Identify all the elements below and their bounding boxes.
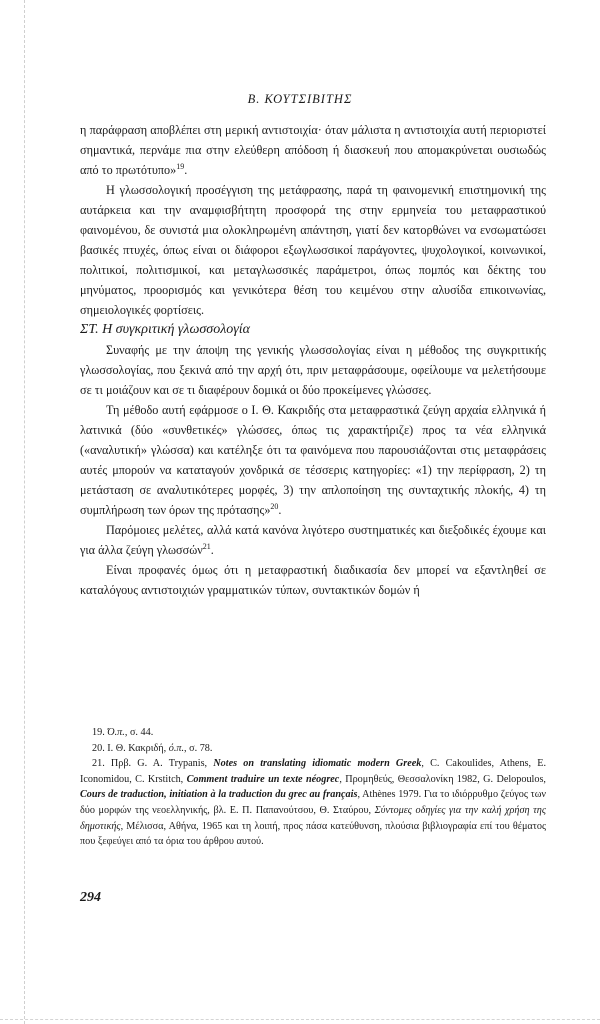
scan-margin-left — [24, 0, 25, 1024]
footnote-ref-20: 20 — [270, 501, 279, 511]
footnote-ref-21: 21 — [202, 541, 211, 551]
paragraph-1: η παράφραση αποβλέπει στη μερική αντιστοιχία· όταν μάλιστα η αντιστοιχία αυτή περιοριστεί σημαντικά, περνάμε πια στην ελεύθερη απόδοση ή διασκευή που απομακρύνεται ουσιωδώς από το πρωτότυπο»$^{19}$. — [80, 123, 546, 177]
footnotes — [80, 725, 546, 850]
running-head: Β. ΚΟΥΤΣΙΒΙΤΗΣ — [247, 92, 353, 106]
footnote-ref-19: 19 — [176, 161, 185, 171]
page-number: 294 — [80, 890, 101, 905]
section-heading: ΣΤ. Η συγκριτική γλωσσολογία — [80, 322, 251, 337]
paragraph-4: Τη μέθοδο αυτή εφάρμοσε ο Ι. Θ. Κακριδής στα μεταφραστικά ζεύγη αρχαία ελληνικά ή λατινικά (δύο «συνθετικές» γλώσσες, όπως τις χαρακτήριζε) προς τα νέα ελληνικά («αναλυτική» γλώσσα) και κατέληξε ότι τα φαινόμενα που παρουσιάζονται στις μεταφράσεις αυτές μπορούν να καταταγούν χονδρικά σε τέσσερις κατηγορίες: «1) την περίφραση, 2) τη μετάσταση σε αναλυτικότερες μορφές, 3) την απλοποίηση της συνταχτικής πλοκής, 4) τη συμπλήρωση των όρων της πρότασης»$^{20}$. — [80, 403, 546, 517]
scan-margin-bottom — [0, 1019, 600, 1020]
footnote-19: 19. Ό.π., σ. 44. — [92, 727, 154, 738]
body-text — [80, 120, 546, 600]
paragraph-6: Είναι προφανές όμως ότι η μεταφραστική διαδικασία δεν μπορεί να εξαντληθεί σε καταλόγους αντιστοιχιών γραμματικών τύπων, συντακτικών δομών ή — [80, 563, 546, 597]
footnote-20: 20. Ι. Θ. Κακριδή, ό.π., σ. 78. — [92, 742, 213, 754]
paragraph-5: Παρόμοιες μελέτες, αλλά κατά κανόνα λιγότερο συστηματικές και διεξοδικές έχουμε και για άλλα ζεύγη γλωσσών$^{21}$. — [80, 523, 546, 557]
footnote-21: 21. Πρβ. G. A. Trypanis, Notes on translating idiomatic modern Greek, C. Cakoulides, Athens, E. Iconomidou, C. Krstitch, Comment traduire un texte néogrec, Προμηθεύς, Θεσσαλονίκη 1982, G. Delopoulos, Cours de traduction, initiation à la traduction du grec au français, Athènes 1979. Για το ιδιόρρυθμο ζεύγος των δύο μορφών της νεοελληνικής, βλ. Ε. Π. Παπανούτσου, Θ. Σταύρου, Σύντομες οδηγίες για την καλή χρήση της δημοτικής, Μέλισσα, Αθήνα, 1965 και τη λοιπή, προς πάσα κατεύθυνση, πλούσια βιβλιογραφία επί του θέματος που ξεφεύγει από τα όρια του άρθρου αυτού. — [80, 758, 547, 848]
paragraph-3: Συναφής με την άποψη της γενικής γλωσσολογίας είναι η μέθοδος της συγκριτικής γλωσσολογίας, που ξεκινά από την αρχή ότι, πριν μεταφράσουμε, οφείλουμε να μελετήσουμε σε τι μοιάζουν και σε τι διαφέρουν δομικά οι δύο προκείμενες γλώσσες. — [80, 343, 546, 397]
paragraph-2: Η γλωσσολογική προσέγγιση της μετάφρασης, παρά τη φαινομενική επιστημονική της αυτάρκεια και την αναμφισβήτητη προσφορά της στην ερμηνεία του μεταφραστικού φαινομένου, δε συνιστά μια ολοκληρωμένη απάντηση, γιατί δεν κατορθώνει να ενσωματώσει βασικές πτυχές, όπως είναι οι διάφοροι εξωγλωσσικοί παράγοντες, ψυχολογικοί, κοινωνικοί, πολιτικοί, πολιτισμικοί, και μεταγλωσσικές παράμετροι, όπως πομπός και δέκτης του μηνύματος, προορισμός και γενικότερα θέση του κειμένου στην αλυσίδα επικοινωνίας, σημειολογικές φορτίσεις. — [80, 183, 546, 317]
